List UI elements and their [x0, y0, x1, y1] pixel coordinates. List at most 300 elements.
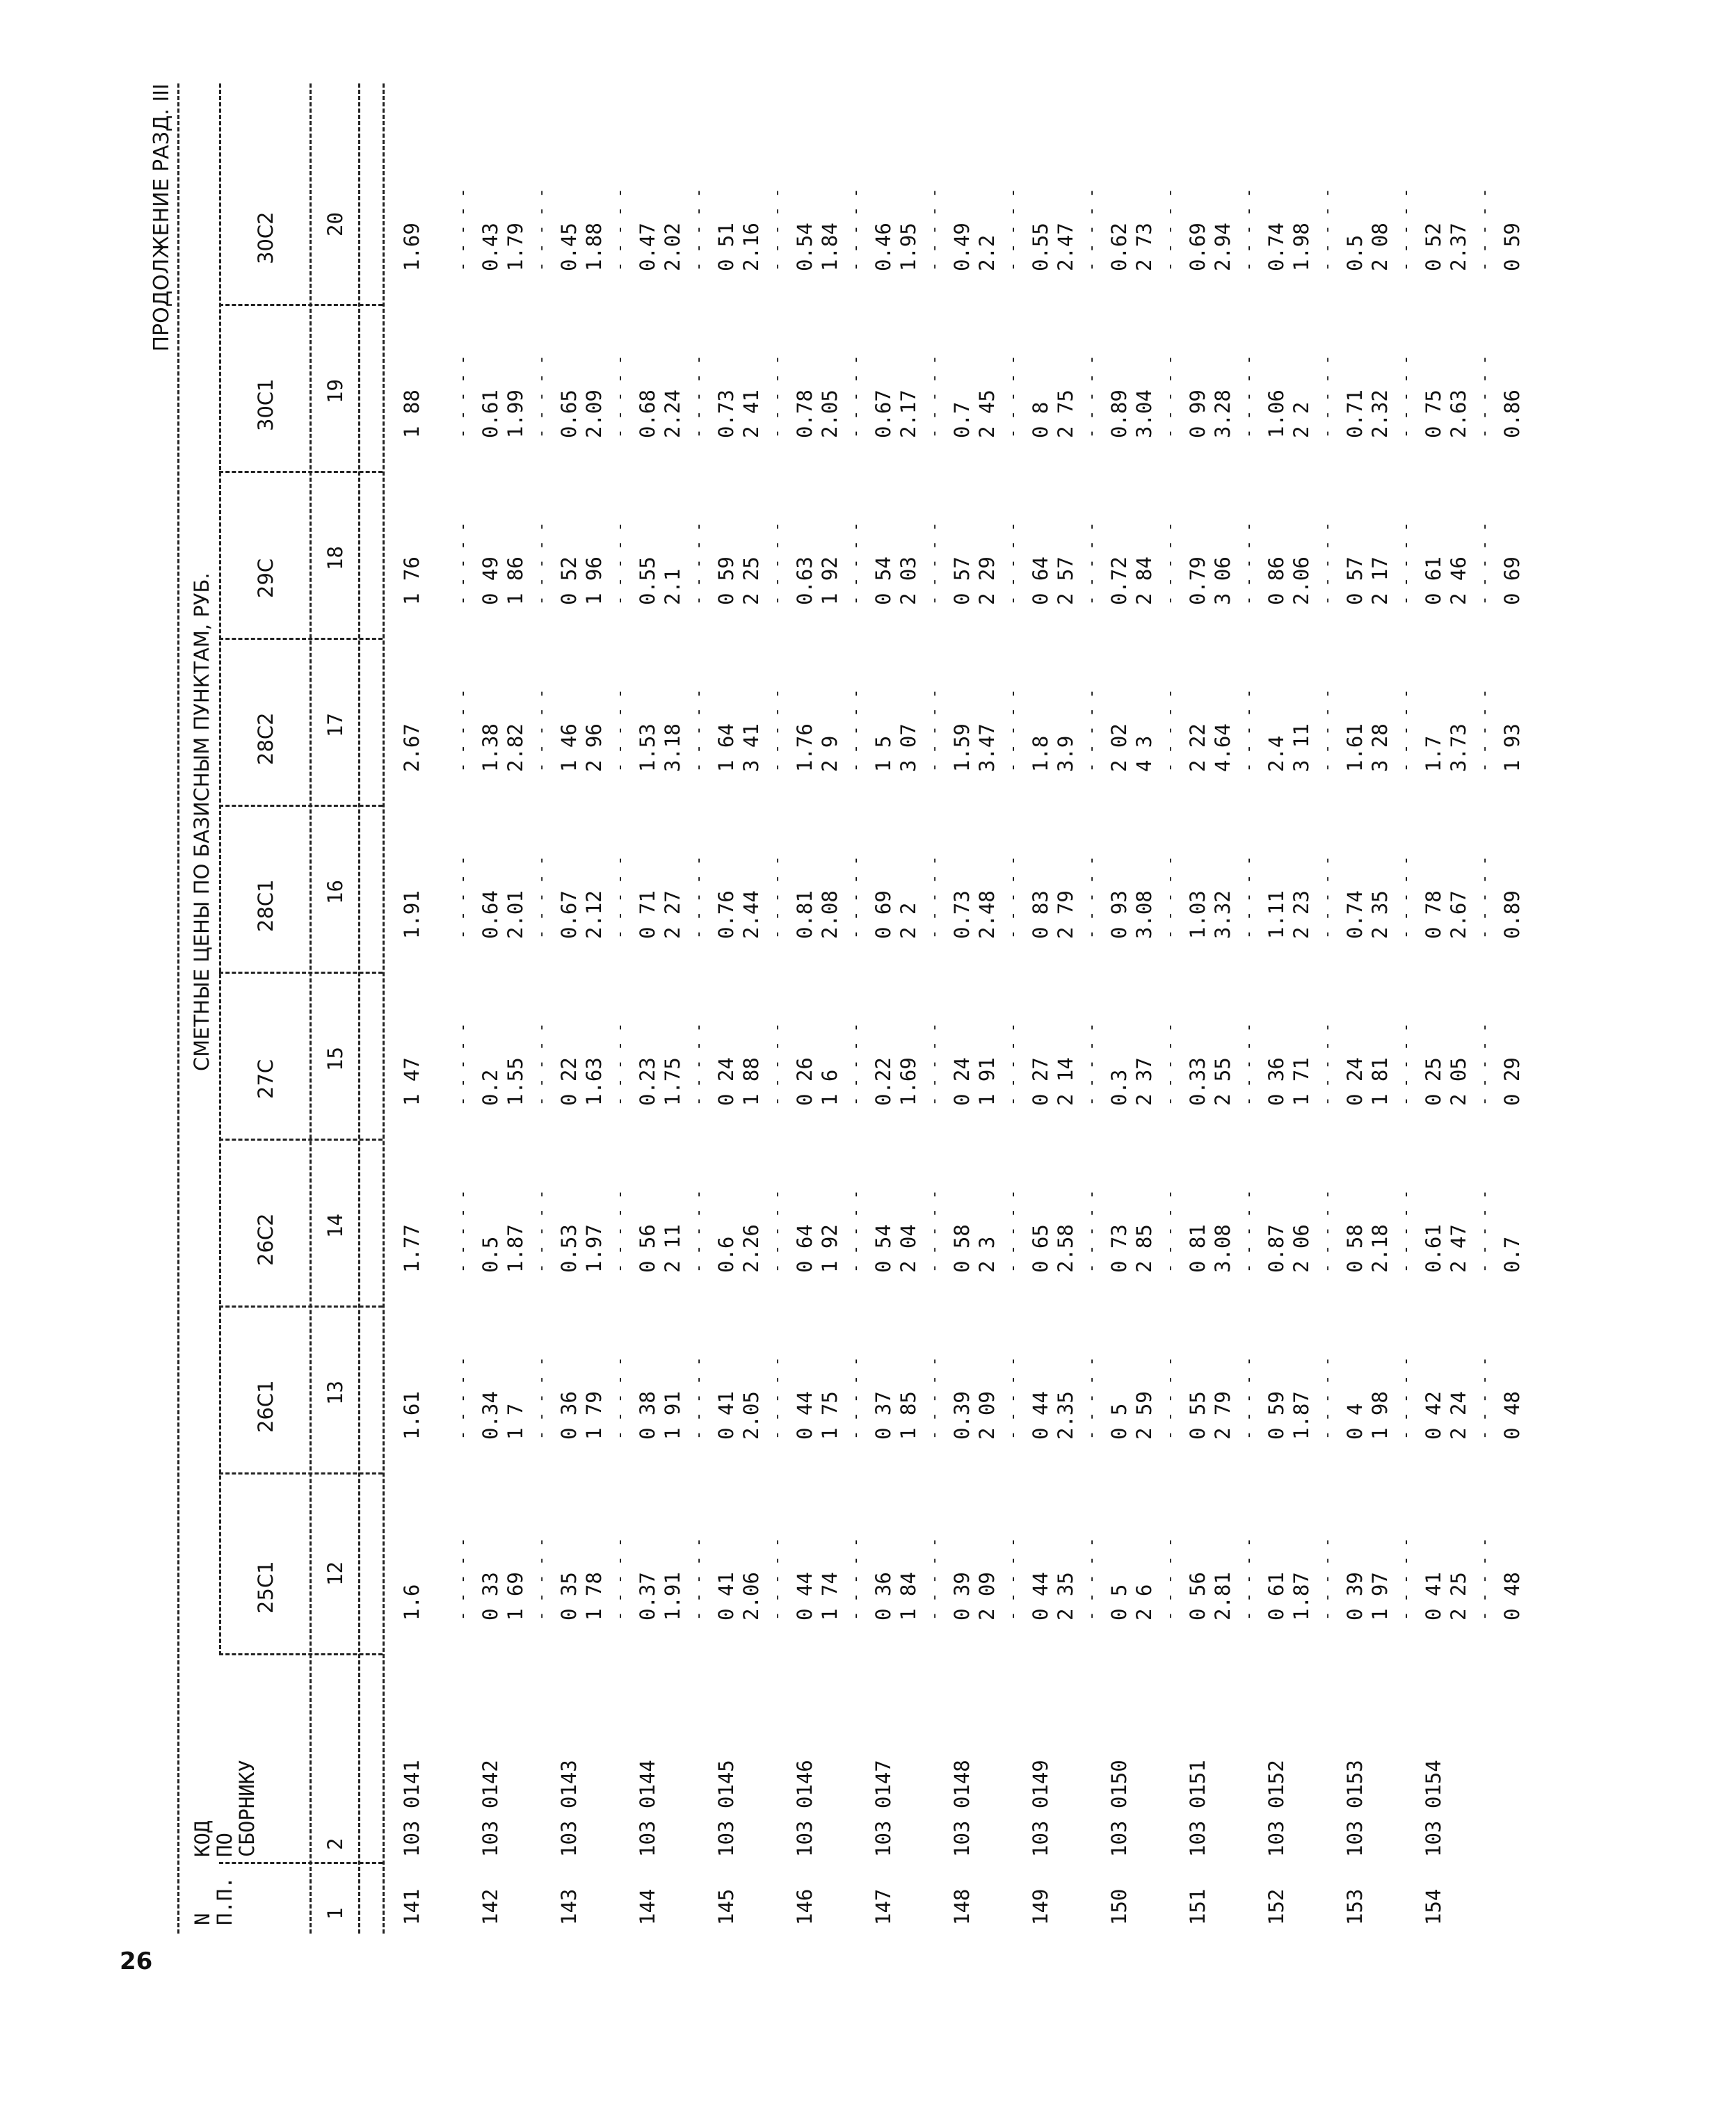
row-separator: - - - - -	[769, 1189, 786, 1273]
row-separator: - - - - -	[1397, 188, 1415, 271]
price-value: 0.22	[871, 1057, 895, 1106]
row-separator: - - - - -	[454, 1356, 472, 1440]
price-value: 2 85	[1132, 1224, 1156, 1273]
row-separator: - - - - -	[769, 355, 786, 438]
price-value: 1 98	[1368, 1391, 1392, 1440]
price-value: 2.1	[661, 568, 684, 605]
header-rule	[177, 83, 179, 1934]
header-np: N П.П.	[191, 1877, 236, 1925]
row-separator: - - - - -	[1240, 1022, 1257, 1106]
row-separator: - - - - -	[611, 1189, 629, 1273]
price-value: 0 48	[1500, 1391, 1524, 1440]
price-value: 2.01	[504, 890, 527, 939]
price-value: 2.05	[739, 1391, 763, 1440]
row-separator: - - - - -	[1397, 1537, 1415, 1621]
price-value: 2.94	[1211, 223, 1235, 271]
price-value: 1.69	[400, 223, 424, 271]
price-value: 0 54	[871, 556, 895, 605]
row-separator: - - - - -	[1240, 689, 1257, 772]
price-value: 1.59	[950, 723, 974, 772]
price-value: 0 56	[1186, 1572, 1209, 1621]
price-value: 4.64	[1211, 723, 1235, 772]
price-value: 0.54	[793, 223, 817, 271]
price-value: 1 74	[818, 1572, 842, 1621]
price-value: 0 75	[1422, 389, 1445, 438]
rotated-table	[150, 83, 1624, 1934]
price-value: 2 79	[1211, 1391, 1235, 1440]
price-value: 2 59	[1132, 1391, 1156, 1440]
price-value: 2 75	[1054, 389, 1077, 438]
price-value: 0 99	[1186, 389, 1209, 438]
price-value: 2.24	[661, 389, 684, 438]
row-separator: - - - - -	[1319, 522, 1336, 605]
price-value: 2.37	[1447, 223, 1470, 271]
price-value: 3 06	[1211, 556, 1235, 605]
price-value: 0 41	[1422, 1572, 1445, 1621]
price-value: 0.74	[1343, 890, 1367, 939]
row-separator: - - - - -	[533, 355, 550, 438]
price-value: 0 35	[557, 1572, 581, 1621]
row-code: 103 0149	[1029, 1760, 1052, 1857]
price-value: 0.74	[1264, 223, 1288, 271]
price-value: 1 84	[897, 1572, 920, 1621]
price-value: 2 05	[1447, 1057, 1470, 1106]
price-value: 0.67	[871, 389, 895, 438]
price-value: 2 46	[1447, 556, 1470, 605]
row-number: 148	[950, 1888, 974, 1925]
row-separator: - - - - -	[769, 855, 786, 939]
price-value: 2 57	[1054, 556, 1077, 605]
row-separator: - - - - -	[926, 1537, 943, 1621]
header-col-number: 17	[323, 713, 347, 737]
price-value: 2 55	[1211, 1057, 1235, 1106]
price-value: 2 06	[1289, 1224, 1313, 1273]
row-separator: - - - - -	[847, 355, 865, 438]
header-prices-title: СМЕТНЫЕ ЦЕНЫ ПО БАЗИСНЫМ ПУНКТАМ, РУБ.	[190, 572, 214, 1071]
header-divider	[219, 638, 383, 640]
header-rule	[358, 83, 360, 1934]
row-separator: - - - - -	[611, 1022, 629, 1106]
price-value: 0 39	[1343, 1572, 1367, 1621]
price-value: 0.64	[479, 890, 502, 939]
continuation-label: ПРОДОЛЖЕНИЕ РАЗД. III	[150, 83, 174, 352]
price-value: 0.37	[636, 1572, 659, 1621]
header-point: 25С1	[254, 1561, 278, 1614]
price-value: 2.16	[739, 223, 763, 271]
price-value: 2 03	[897, 556, 920, 605]
price-value: 1.95	[897, 223, 920, 271]
row-code: 103 0142	[479, 1760, 502, 1857]
row-separator: - - - - -	[1319, 1356, 1336, 1440]
price-value: 0 73	[1107, 1224, 1131, 1273]
price-value: 0.3	[1107, 1069, 1131, 1106]
row-separator: - - - - -	[926, 522, 943, 605]
row-code: 103 0153	[1343, 1760, 1367, 1857]
price-value: 2 9	[818, 735, 842, 772]
price-value: 1.8	[1029, 735, 1052, 772]
header-rule	[383, 83, 385, 1934]
header-rule	[310, 83, 312, 1934]
price-value: 2 79	[1054, 890, 1077, 939]
price-value: 1 6	[818, 1069, 842, 1106]
header-divider	[219, 1653, 383, 1655]
price-value: 2.48	[975, 890, 999, 939]
row-code: 103 0146	[793, 1760, 817, 1857]
price-value: 0.87	[1264, 1224, 1288, 1273]
price-value: 1 75	[818, 1391, 842, 1440]
price-value: 2 6	[1132, 1584, 1156, 1621]
price-value: 0.73	[950, 890, 974, 939]
price-value: 1.87	[1289, 1572, 1313, 1621]
row-separator: - - - - -	[454, 689, 472, 772]
row-separator: - - - - -	[1162, 188, 1179, 271]
price-value: 0 38	[636, 1391, 659, 1440]
price-value: 0 27	[1029, 1057, 1052, 1106]
price-value: 1.91	[400, 890, 424, 939]
price-value: 0 42	[1422, 1391, 1445, 1440]
price-value: 0 26	[793, 1057, 817, 1106]
row-separator: - - - - -	[611, 355, 629, 438]
row-separator: - - - - -	[690, 355, 707, 438]
price-value: 1 91	[661, 1391, 684, 1440]
row-separator: - - - - -	[769, 1356, 786, 1440]
price-value: 0.89	[1500, 890, 1524, 939]
price-value: 2.4	[1264, 735, 1288, 772]
price-value: 0 81	[1186, 1224, 1209, 1273]
row-separator: - - - - -	[847, 522, 865, 605]
header-col-number: 12	[323, 1561, 347, 1586]
price-value: 0 48	[1500, 1572, 1524, 1621]
row-separator: - - - - -	[926, 1356, 943, 1440]
price-value: 0 41	[714, 1391, 738, 1440]
price-value: 0.68	[636, 389, 659, 438]
row-separator: - - - - -	[769, 1537, 786, 1621]
row-separator: - - - - -	[1476, 1189, 1493, 1273]
price-value: 0 69	[871, 890, 895, 939]
price-value: 2 2	[1289, 401, 1313, 438]
price-value: 2.82	[504, 723, 527, 772]
row-separator: - - - - -	[454, 1537, 472, 1621]
row-separator: - - - - -	[1004, 1356, 1022, 1440]
price-value: 0 44	[793, 1391, 817, 1440]
price-value: 0.5	[479, 1236, 502, 1273]
row-number: 146	[793, 1888, 817, 1925]
row-separator: - - - - -	[1319, 1022, 1336, 1106]
price-value: 1.55	[504, 1057, 527, 1106]
row-separator: - - - - -	[1083, 689, 1100, 772]
price-value: 3 11	[1289, 723, 1313, 772]
header-col-number: 20	[323, 212, 347, 236]
row-separator: - - - - -	[847, 1537, 865, 1621]
price-value: 3.28	[1211, 389, 1235, 438]
price-value: 3.08	[1132, 890, 1156, 939]
price-value: 1.6	[400, 1584, 424, 1621]
price-value: 1 81	[1368, 1057, 1392, 1106]
price-value: 1.06	[1264, 389, 1288, 438]
row-code: 103 0154	[1422, 1760, 1445, 1857]
price-value: 0 52	[1422, 223, 1445, 271]
row-separator: - - - - -	[1319, 689, 1336, 772]
row-code: 103 0145	[714, 1760, 738, 1857]
price-value: 0 39	[950, 1572, 974, 1621]
price-value: 0.76	[714, 890, 738, 939]
row-code: 103 0147	[871, 1760, 895, 1857]
price-value: 1 47	[400, 1057, 424, 1106]
row-separator: - - - - -	[690, 689, 707, 772]
row-separator: - - - - -	[1004, 1189, 1022, 1273]
header-point: 30С1	[254, 378, 278, 431]
price-value: 2 3	[975, 1236, 999, 1273]
price-value: 2 37	[1132, 1057, 1156, 1106]
price-value: 1.98	[1289, 223, 1313, 271]
price-value: 1.88	[582, 223, 606, 271]
price-value: 0 44	[1029, 1391, 1052, 1440]
price-value: 0 29	[1500, 1057, 1524, 1106]
price-value: 0.55	[636, 556, 659, 605]
price-value: 0 54	[871, 1224, 895, 1273]
row-separator: - - - - -	[1476, 1022, 1493, 1106]
price-value: 1.77	[400, 1224, 424, 1273]
row-separator: - - - - -	[690, 855, 707, 939]
row-separator: - - - - -	[926, 855, 943, 939]
price-value: 0 24	[1343, 1057, 1367, 1106]
price-value: 0 52	[557, 556, 581, 605]
price-value: 0 25	[1422, 1057, 1445, 1106]
price-value: 1 7	[504, 1403, 527, 1440]
row-separator: - - - - -	[1162, 689, 1179, 772]
row-separator: - - - - -	[690, 1356, 707, 1440]
price-value: 0 58	[950, 1224, 974, 1273]
row-separator: - - - - -	[1083, 188, 1100, 271]
price-value: 1 69	[504, 1572, 527, 1621]
price-value: 1.87	[1289, 1391, 1313, 1440]
row-separator: - - - - -	[847, 1356, 865, 1440]
header-point: 27С	[254, 1059, 278, 1099]
row-separator: - - - - -	[533, 522, 550, 605]
row-separator: - - - - -	[533, 188, 550, 271]
price-value: 2 23	[1289, 890, 1313, 939]
row-separator: - - - - -	[454, 522, 472, 605]
price-value: 2.67	[400, 723, 424, 772]
price-value: 3.08	[1211, 1224, 1235, 1273]
row-separator: - - - - -	[454, 855, 472, 939]
price-value: 2.05	[818, 389, 842, 438]
price-value: 1 79	[582, 1391, 606, 1440]
row-code: 103 0141	[400, 1760, 424, 1857]
price-value: 0 69	[1500, 556, 1524, 605]
row-separator: - - - - -	[533, 1356, 550, 1440]
price-value: 0 59	[1264, 1391, 1288, 1440]
header-divider	[219, 805, 383, 807]
row-separator: - - - - -	[1083, 1356, 1100, 1440]
header-col-number: 19	[323, 379, 347, 403]
price-value: 1 92	[818, 1224, 842, 1273]
row-separator: - - - - -	[769, 522, 786, 605]
price-value: 0.53	[557, 1224, 581, 1273]
row-separator: - - - - -	[1162, 1356, 1179, 1440]
price-value: 2 04	[897, 1224, 920, 1273]
row-separator: - - - - -	[1162, 1022, 1179, 1106]
price-value: 0 36	[557, 1391, 581, 1440]
price-value: 2 47	[1447, 1224, 1470, 1273]
row-separator: - - - - -	[926, 1022, 943, 1106]
row-separator: - - - - -	[1083, 1537, 1100, 1621]
price-value: 1 88	[739, 1057, 763, 1106]
row-separator: - - - - -	[533, 1022, 550, 1106]
price-value: 2.2	[975, 234, 999, 271]
price-value: 0 65	[1029, 1224, 1052, 1273]
price-value: 0 36	[871, 1572, 895, 1621]
price-value: 2 09	[975, 1572, 999, 1621]
row-separator: - - - - -	[1240, 1356, 1257, 1440]
price-value: 0.55	[1029, 223, 1052, 271]
row-number: 151	[1186, 1888, 1209, 1925]
price-value: 1.63	[582, 1057, 606, 1106]
row-separator: - - - - -	[1476, 855, 1493, 939]
row-number: 153	[1343, 1888, 1367, 1925]
row-separator: - - - - -	[533, 1189, 550, 1273]
price-value: 1 97	[1368, 1572, 1392, 1621]
price-value: 0 55	[1186, 1391, 1209, 1440]
price-value: 1 5	[871, 735, 895, 772]
price-value: 0.61	[1422, 1224, 1445, 1273]
price-value: 0.63	[793, 556, 817, 605]
header-col-number: 16	[323, 880, 347, 904]
price-value: 2 27	[661, 890, 684, 939]
price-value: 2 45	[975, 389, 999, 438]
row-separator: - - - - -	[1083, 855, 1100, 939]
row-separator: - - - - -	[926, 188, 943, 271]
header-divider	[219, 1472, 383, 1475]
row-separator: - - - - -	[690, 522, 707, 605]
price-value: 2.67	[1447, 890, 1470, 939]
price-value: 0 24	[950, 1057, 974, 1106]
price-value: 0 5	[1107, 1403, 1131, 1440]
row-separator: - - - - -	[847, 188, 865, 271]
row-separator: - - - - -	[1397, 1022, 1415, 1106]
price-value: 1.61	[400, 1391, 424, 1440]
row-separator: - - - - -	[847, 855, 865, 939]
price-value: 1 85	[897, 1391, 920, 1440]
row-separator: - - - - -	[1083, 522, 1100, 605]
header-divider	[219, 471, 383, 473]
row-separator: - - - - -	[690, 1189, 707, 1273]
row-separator: - - - - -	[1162, 355, 1179, 438]
price-value: 0.6	[714, 1236, 738, 1273]
price-value: 2.08	[818, 890, 842, 939]
price-value: 3 07	[897, 723, 920, 772]
price-value: 2.32	[1368, 389, 1392, 438]
price-value: 2.44	[739, 890, 763, 939]
row-separator: - - - - -	[1476, 689, 1493, 772]
price-value: 0 64	[1029, 556, 1052, 605]
row-separator: - - - - -	[1004, 855, 1022, 939]
price-value: 1 46	[557, 723, 581, 772]
row-code: 103 0152	[1264, 1760, 1288, 1857]
price-value: 2 96	[582, 723, 606, 772]
price-value: 1.76	[793, 723, 817, 772]
row-separator: - - - - -	[533, 855, 550, 939]
row-separator: - - - - -	[847, 1189, 865, 1273]
price-value: 1 71	[1289, 1057, 1313, 1106]
row-separator: - - - - -	[690, 188, 707, 271]
price-value: 0.78	[793, 389, 817, 438]
row-separator: - - - - -	[1083, 355, 1100, 438]
page-number: 26	[120, 1947, 153, 1975]
price-value: 3 28	[1368, 723, 1392, 772]
price-value: 0 4	[1343, 1403, 1367, 1440]
header-divider	[219, 1862, 383, 1864]
price-value: 0.67	[557, 890, 581, 939]
header-point: 30С2	[254, 211, 278, 264]
row-number: 154	[1422, 1888, 1445, 1925]
price-value: 2 29	[975, 556, 999, 605]
row-number: 149	[1029, 1888, 1052, 1925]
row-separator: - - - - -	[533, 1537, 550, 1621]
row-separator: - - - - -	[1240, 1537, 1257, 1621]
price-value: 0.45	[557, 223, 581, 271]
price-value: 2.35	[1054, 1391, 1077, 1440]
row-separator: - - - - -	[611, 855, 629, 939]
row-separator: - - - - -	[1004, 689, 1022, 772]
row-separator: - - - - -	[1083, 1022, 1100, 1106]
price-value: 0.79	[1186, 556, 1209, 605]
price-value: 3.47	[975, 723, 999, 772]
price-value: 0.43	[479, 223, 502, 271]
price-value: 0.46	[871, 223, 895, 271]
row-separator: - - - - -	[1162, 1189, 1179, 1273]
price-value: 0 8	[1029, 401, 1052, 438]
row-separator: - - - - -	[847, 1022, 865, 1106]
price-value: 0.81	[793, 890, 817, 939]
price-value: 1.11	[1264, 890, 1288, 939]
row-separator: - - - - -	[611, 1356, 629, 1440]
price-value: 0.33	[1186, 1057, 1209, 1106]
row-code: 103 0144	[636, 1760, 659, 1857]
price-value: 1.97	[582, 1224, 606, 1273]
row-separator: - - - - -	[1319, 355, 1336, 438]
row-code: 103 0143	[557, 1760, 581, 1857]
row-separator: - - - - -	[847, 689, 865, 772]
price-value: 1 86	[504, 556, 527, 605]
price-value: 0 33	[479, 1572, 502, 1621]
row-separator: - - - - -	[926, 689, 943, 772]
price-value: 0.47	[636, 223, 659, 271]
price-value: 1.03	[1186, 890, 1209, 939]
price-value: 0 71	[636, 890, 659, 939]
row-separator: - - - - -	[1476, 1537, 1493, 1621]
price-value: 0.86	[1500, 389, 1524, 438]
row-separator: - - - - -	[1319, 855, 1336, 939]
header-col-number: 15	[323, 1047, 347, 1071]
price-value: 0.71	[1343, 389, 1367, 438]
price-value: 0 5	[1107, 1584, 1131, 1621]
price-value: 2 25	[739, 556, 763, 605]
row-separator: - - - - -	[1476, 522, 1493, 605]
price-value: 0 86	[1264, 556, 1288, 605]
price-value: 2 08	[1368, 223, 1392, 271]
price-value: 3.04	[1132, 389, 1156, 438]
price-value: 2.17	[897, 389, 920, 438]
header-col-number: 18	[323, 546, 347, 570]
price-value: 0.65	[557, 389, 581, 438]
price-value: 2 22	[1186, 723, 1209, 772]
row-number: 150	[1107, 1888, 1131, 1925]
price-value: 0 44	[1029, 1572, 1052, 1621]
price-value: 2 11	[661, 1224, 684, 1273]
row-separator: - - - - -	[1397, 689, 1415, 772]
price-value: 0 93	[1107, 890, 1131, 939]
